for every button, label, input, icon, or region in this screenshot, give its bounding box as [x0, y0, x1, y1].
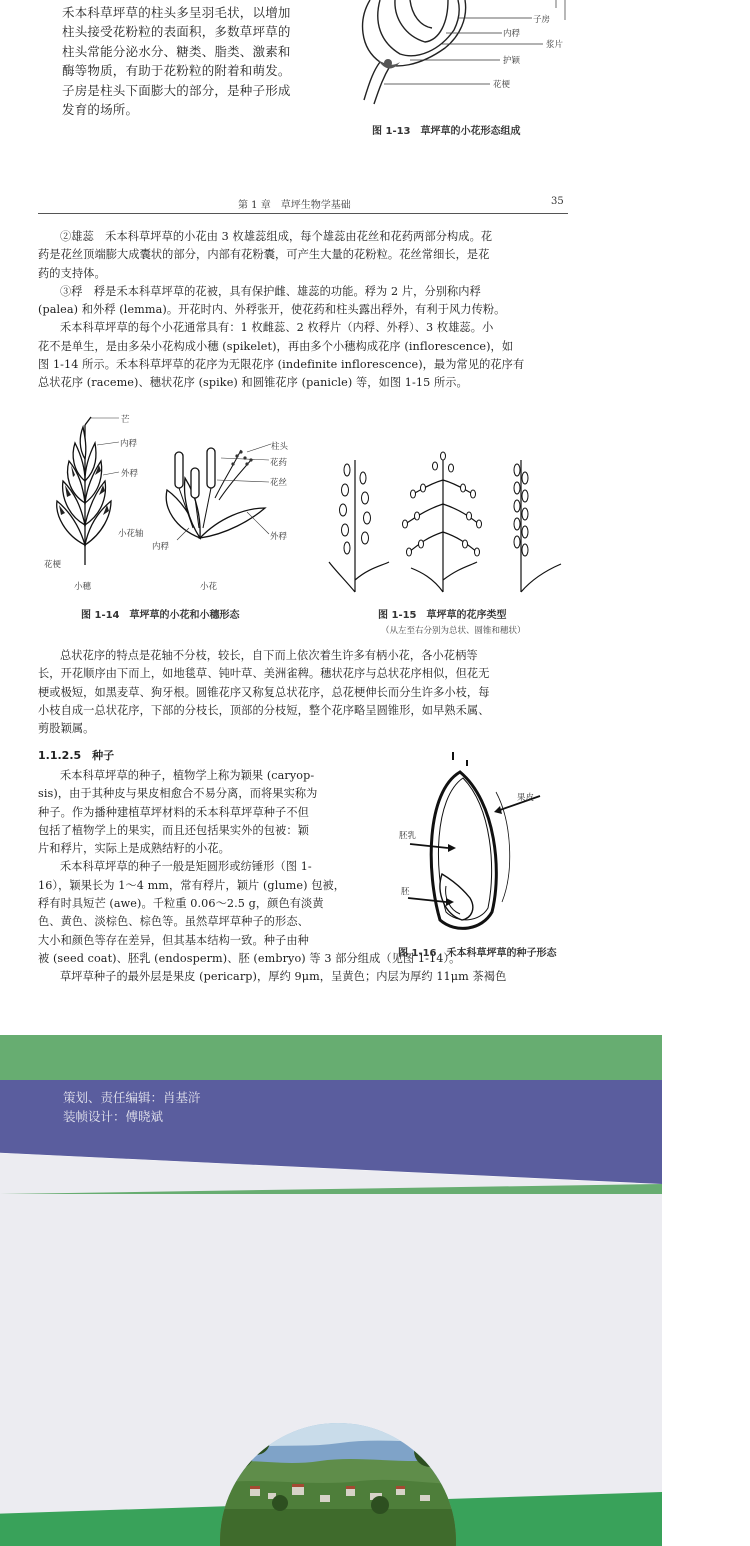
- text-line: 禾本科草坪草的柱头多呈羽毛状，以增加: [62, 5, 291, 20]
- section-title: 1.1.2.5 种子: [38, 749, 115, 762]
- header-rule: [38, 213, 568, 214]
- text-line: 发育的场所。: [62, 102, 139, 118]
- text-line: 梗或极短，如黑麦草、狗牙根。圆锥花序又称复总状花序，总花梗伸长而分生许多小枝，每: [38, 685, 490, 699]
- figure-caption: 图 1-16 禾本科草坪草的种子形态: [398, 948, 557, 959]
- text-line: 总状花序的特点是花轴不分枝，较长，自下而上依次着生许多有柄小花，各小花柄等: [60, 649, 478, 662]
- spikelet-diagram: [45, 415, 125, 570]
- text-line: 禾本科草坪草的种子，植物学上称为颖果 (caryop-: [60, 769, 315, 782]
- editor-credit: 策划、责任编辑：肖基浒: [63, 1090, 201, 1105]
- top-page-text: [62, 3, 291, 119]
- cover-green-band-top: [0, 1035, 662, 1082]
- body-text-block-1: [38, 228, 524, 393]
- text-line: 稃有时具短芒 (awe)。千粒重 0.06～2.5 g，颜色有淡黄: [38, 897, 324, 911]
- text-line: ③稃 稃是禾本科草坪草的花被，具有保护雌、雄蕊的功能。稃为 2 片，分别称内稃: [60, 284, 481, 298]
- text-line: 药是花丝顶端膨大成囊状的部分，内部有花粉囊，可产生大量的花粉粒。花丝常细长，是花: [38, 248, 490, 262]
- running-head: 第 1 章 草坪生物学基础: [238, 200, 351, 211]
- figure-label: 内稃: [152, 542, 170, 552]
- figure-label: 胚乳: [399, 831, 417, 841]
- text-line: 柱头常能分泌水分、糖类、脂类、激素和: [62, 43, 291, 59]
- figure-caption: 图 1-15 草坪草的花序类型: [378, 610, 507, 621]
- figure-label: 内稃: [503, 29, 521, 39]
- text-line: 剪股颖属。: [38, 722, 95, 736]
- figure-label: 芒: [121, 415, 130, 425]
- text-line: 花不是单生，是由多朵小花构成小穗 (spikelet)，再由多个小穗构成花序 (inflorescence)，如: [38, 339, 514, 353]
- inflorescence-diagram: [325, 450, 570, 598]
- figure-label: 胚: [401, 887, 410, 897]
- figure-label: 柱头: [271, 442, 289, 452]
- text-line: 草坪草种子的最外层是果皮 (pericarp)，厚约 9μm，呈黄色；内层为厚约 11μm 茶褐色: [60, 970, 507, 984]
- text-line: 16），颖果长为 1～4 mm，常有稃片，颖片 (glume) 包被，: [38, 878, 346, 892]
- text-line: ②雄蕊 禾本科草坪草的小花由 3 枚雄蕊组成，每个雄蕊由花丝和花药两部分构成。花: [60, 230, 493, 243]
- figure-label: 花药: [270, 458, 288, 468]
- text-line: 大小和颜色等存在差异，但其基本结构一致。种子由种: [38, 933, 309, 947]
- landscape-photo-circle: [220, 1423, 456, 1546]
- text-line: 长，开花顺序由下而上，如地毯草、钝叶草、美洲雀稗。穗状花序与总状花序相似，但花无: [38, 667, 490, 681]
- text-line: 子房是柱头下面膨大的部分，是种子形成: [62, 82, 291, 98]
- figure-label: 护颖: [503, 56, 521, 66]
- text-line: (palea) 和外稃 (lemma)。开花时内、外稃张开，使花药和柱头露出稃外，有利于风力传粉。: [38, 303, 506, 317]
- text-line: 被 (seed coat)、胚乳 (endosperm)、胚 (embryo) 等 3 部分组成（见图 1-14）。: [38, 951, 461, 965]
- text-line: 色、黄色、淡棕色、棕色等。虽然草坪草种子的形态、: [38, 915, 309, 929]
- text-line: 药的支持体。: [38, 266, 106, 280]
- figure-subcaption: （从左至右分别为总状、圆锥和穗状）: [381, 626, 526, 636]
- figure-caption: 图 1-13 草坪草的小花形态组成: [372, 126, 521, 137]
- text-line: 柱头接受花粉粒的表面积，多数草坪草的: [62, 24, 291, 40]
- text-line: sis)，由于其种皮与果皮相愈合不易分离，而将果实称为: [38, 787, 318, 801]
- figure-caption: 图 1-14 草坪草的小花和小穗形态: [81, 610, 240, 621]
- figure-label: 浆片: [546, 40, 564, 50]
- figure-label: 花梗: [493, 80, 511, 90]
- floret-diagram: [155, 438, 275, 548]
- figure-label: 小花轴: [118, 529, 144, 539]
- figure-sublabel: 小花: [200, 582, 218, 592]
- figure-label: 内稃: [120, 439, 138, 449]
- cover-credits: [63, 1088, 201, 1126]
- figure-sublabel: 小穗: [74, 582, 92, 592]
- seed-diagram: [396, 752, 546, 934]
- page-number: 35: [551, 196, 564, 207]
- figure-label: 花丝: [270, 478, 288, 488]
- figure-label: 花梗: [44, 560, 62, 570]
- text-line: 总状花序 (raceme)、穗状花序 (spike) 和圆锥花序 (panicle) 等，如图 1-15 所示。: [38, 376, 468, 390]
- designer-credit: 装帧设计：傅晓斌: [63, 1109, 164, 1124]
- text-line: 种子。作为播种建植草坪材料的禾本科草坪草种子不但: [38, 805, 309, 819]
- text-line: 小枝自成一总状花序，下部的分枝长，顶部的分枝短，整个花序略呈圆锥形，如早熟禾属、: [38, 703, 490, 717]
- text-line: 禾本科草坪草的每个小花通常具有：1 枚雌蕊、2 枚稃片（内稃、外稃）、3 枚雄蕊。小: [60, 321, 494, 335]
- text-line: 禾本科草坪草的种子一般是矩圆形或纺锤形（图 1-: [60, 860, 312, 874]
- figure-label: 果皮: [517, 793, 535, 803]
- body-text-block-2: [38, 647, 490, 738]
- text-line: 片和稃片，实际上是成熟结籽的小花。: [38, 842, 230, 856]
- text-line: 图 1-14 所示。禾本科草坪草的花序为无限花序 (indefinite inflorescence)，最为常见的花序有: [38, 358, 525, 372]
- figure-label: 子房: [533, 15, 551, 25]
- text-line: 酶等物质，有助于花粉粒的附着和萌发。: [62, 63, 291, 79]
- text-line: 包括了植物学上的果实，而且还包括果实外的包被：颖: [38, 823, 309, 837]
- figure-label: 外稃: [121, 469, 139, 479]
- figure-label: 外稃: [270, 532, 288, 542]
